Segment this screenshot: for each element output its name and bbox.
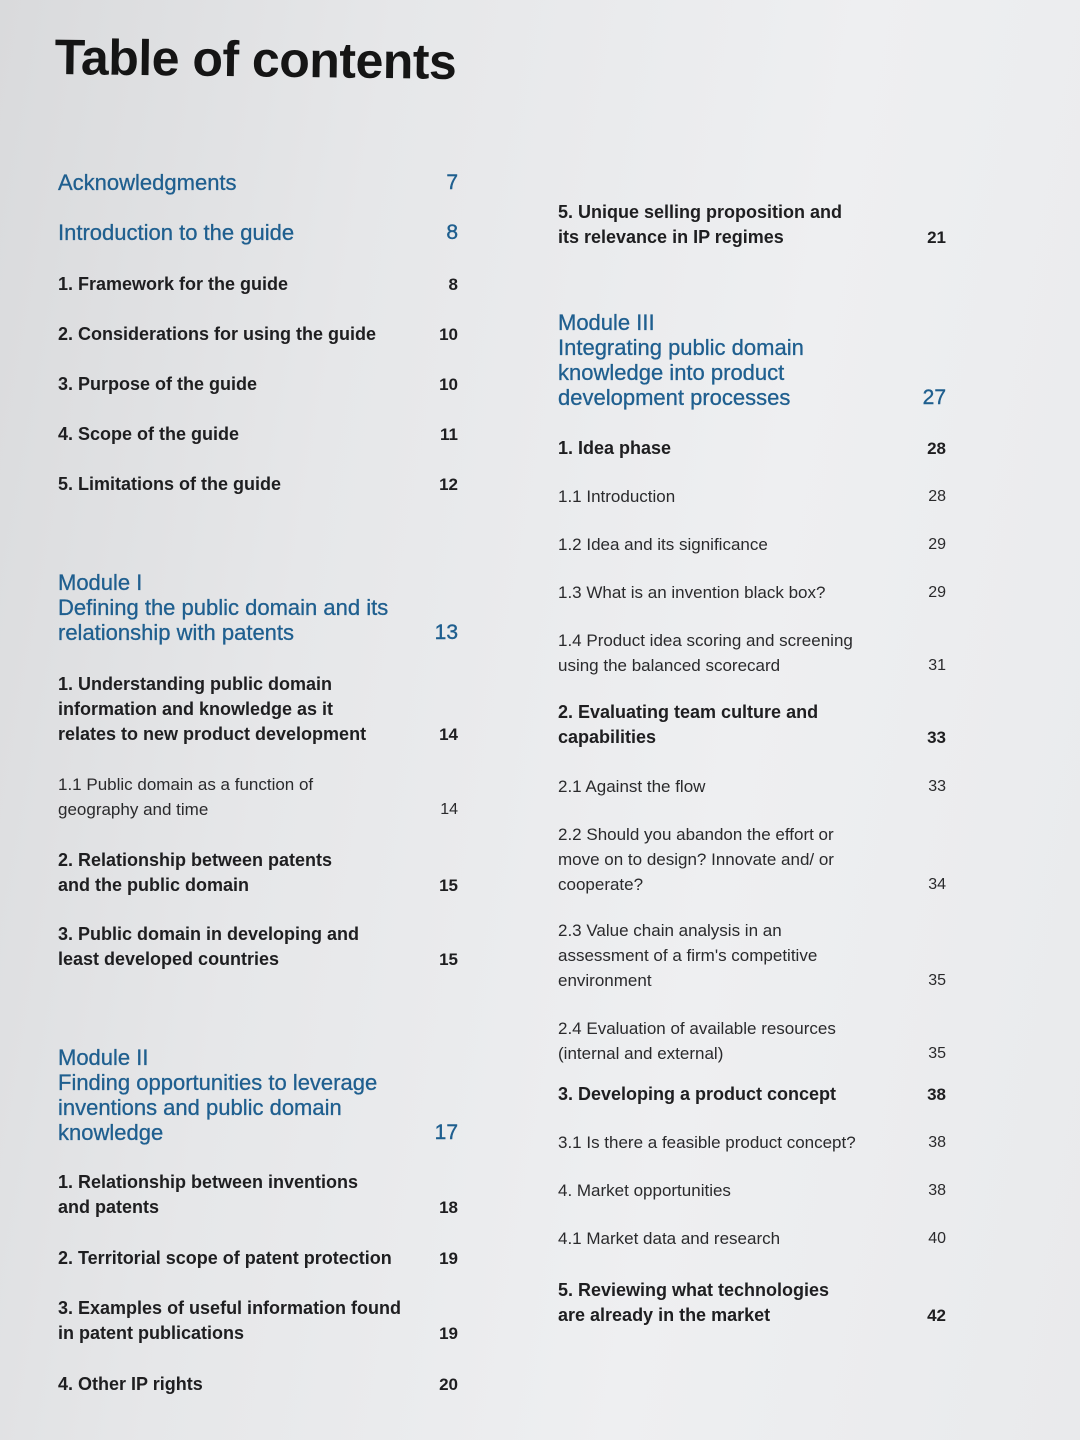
toc-entry-page-number: 19	[439, 1324, 458, 1343]
toc-entry-4-scope-of-the-guide	[58, 422, 458, 447]
toc-entry-2-1-against-the-flow	[558, 774, 946, 799]
toc-entry-2-2-should-you-abandon-the-effort-or-mov	[558, 822, 946, 897]
toc-entry-label: 1.3 What is an invention black box?	[558, 583, 826, 602]
toc-entry-acknowledgments	[58, 170, 458, 195]
toc-entry-page-number: 29	[928, 584, 946, 601]
toc-entry-1-1-introduction	[558, 484, 946, 509]
toc-entry-page-number: 19	[439, 1249, 458, 1268]
toc-entry-label: 1.4 Product idea scoring and screening using the balanced scorecard	[558, 631, 853, 675]
toc-entry-2-evaluating-team-culture-and-capabiliti	[558, 700, 946, 750]
toc-entry-page-number: 14	[440, 801, 458, 818]
toc-entry-page-number: 33	[927, 728, 946, 747]
toc-entry-page-number: 11	[440, 425, 458, 444]
toc-entry-label: 2. Territorial scope of patent protection	[58, 1248, 392, 1268]
toc-entry-page-number: 7	[446, 171, 458, 194]
toc-entry-page-number: 20	[439, 1375, 458, 1394]
toc-entry-label: 3. Public domain in developing and least developed countries	[58, 924, 360, 969]
toc-entry-label: 3. Purpose of the guide	[58, 374, 258, 394]
toc-entry-page-number: 10	[439, 375, 458, 394]
toc-entry-page-number: 31	[928, 657, 946, 674]
toc-entry-3-1-is-there-a-feasible-product-concept	[558, 1130, 946, 1155]
toc-entry-label: 4. Scope of the guide	[58, 424, 240, 444]
toc-entry-page-number: 15	[439, 876, 458, 895]
toc-entry-page-number: 38	[927, 1085, 946, 1104]
toc-entry-label: Module III Integrating public domain knowledge into product development processes	[558, 310, 804, 410]
toc-entry-introduction-to-the-guide	[58, 220, 458, 245]
toc-entry-page-number: 10	[439, 325, 458, 344]
toc-entry-page-number: 18	[439, 1198, 458, 1217]
toc-entry-3-examples-of-useful-information-found-i	[58, 1296, 458, 1346]
toc-entry-label: 5. Unique selling proposition and its relevance in IP regimes	[558, 202, 843, 247]
toc-entry-page-number: 28	[927, 439, 946, 458]
toc-entry-label: 3. Developing a product concept	[558, 1084, 837, 1104]
toc-entry-label: Module I Defining the public domain and its relationship with patents	[58, 570, 389, 645]
toc-entry-label: Introduction to the guide	[58, 220, 295, 245]
toc-entry-3-public-domain-in-developing-and-least-	[58, 922, 458, 972]
page-title: Table of contents	[54, 28, 457, 90]
toc-entry-3-purpose-of-the-guide	[58, 372, 458, 397]
toc-entry-4-other-ip-rights	[58, 1372, 458, 1397]
toc-entry-label: 3. Examples of useful information found in patent publications	[58, 1298, 402, 1343]
toc-entry-module-ii	[58, 1045, 458, 1145]
toc-entry-page-number: 29	[928, 536, 946, 553]
toc-entry-label: Acknowledgments	[58, 170, 237, 195]
toc-entry-1-understanding-public-domain-informatio	[58, 672, 458, 747]
toc-entry-label: Module II Finding opportunities to leverage inventions and public domain knowledge	[58, 1045, 378, 1145]
toc-entry-5-reviewing-what-technologies-are-alread	[558, 1278, 946, 1328]
toc-entry-page-number: 28	[928, 488, 946, 505]
toc-entry-label: 1. Framework for the guide	[58, 274, 289, 294]
toc-entry-label: 3.1 Is there a feasible product concept?	[558, 1133, 856, 1152]
toc-entry-1-relationship-between-inventions-and-pa	[58, 1170, 458, 1220]
toc-entry-4-market-opportunities	[558, 1178, 946, 1203]
toc-entry-page-number: 38	[928, 1134, 946, 1151]
toc-entry-label: 1. Idea phase	[558, 438, 672, 458]
toc-entry-label: 4. Market opportunities	[558, 1181, 731, 1200]
toc-entry-label: 5. Limitations of the guide	[58, 474, 282, 494]
toc-entry-label: 2. Considerations for using the guide	[58, 324, 377, 344]
toc-entry-page-number: 33	[928, 778, 946, 795]
toc-entry-label: 2.4 Evaluation of available resources (internal and external)	[558, 1019, 836, 1063]
toc-entry-label: 2. Relationship between patents and the public domain	[58, 850, 333, 895]
toc-entry-label: 4. Other IP rights	[58, 1374, 203, 1394]
toc-entry-label: 5. Reviewing what technologies are already in the market	[558, 1280, 830, 1325]
toc-entry-page-number: 38	[928, 1182, 946, 1199]
toc-entry-page-number: 40	[928, 1230, 946, 1247]
toc-entry-page-number: 27	[922, 386, 946, 409]
toc-entry-page-number: 14	[439, 725, 458, 744]
toc-entry-2-relationship-between-patents-and-the-p	[58, 848, 458, 898]
toc-entry-label: 1. Understanding public domain information and knowledge as it relates to new product development	[58, 674, 367, 744]
toc-entry-5-unique-selling-proposition-and-its-rel	[558, 200, 946, 250]
toc-entry-label: 2.3 Value chain analysis in an assessment of a firm's competitive environment	[558, 921, 818, 990]
toc-entry-page-number: 8	[446, 221, 458, 244]
toc-entry-module-iii	[558, 310, 946, 410]
toc-entry-label: 1.2 Idea and its significance	[558, 535, 768, 554]
toc-entry-page-number: 35	[928, 1045, 946, 1062]
toc-entry-1-idea-phase	[558, 436, 946, 461]
toc-entry-page-number: 35	[928, 972, 946, 989]
toc-entry-5-limitations-of-the-guide	[58, 472, 458, 497]
toc-entry-label: 1. Relationship between inventions and patents	[58, 1172, 359, 1217]
toc-entry-2-3-value-chain-analysis-in-an-assessmen	[558, 918, 946, 993]
toc-entry-2-territorial-scope-of-patent-protection	[58, 1246, 458, 1271]
toc-entry-1-framework-for-the-guide	[58, 272, 458, 297]
toc-entry-page-number: 21	[927, 228, 946, 247]
toc-entry-label: 2.1 Against the flow	[558, 777, 706, 796]
toc-entry-page-number: 13	[434, 621, 458, 644]
toc-entry-page-number: 42	[927, 1306, 946, 1325]
toc-entry-1-2-idea-and-its-significance	[558, 532, 946, 557]
toc-entry-page-number: 8	[448, 275, 458, 294]
toc-entry-1-1-public-domain-as-a-function-of-geogr	[58, 772, 458, 822]
toc-entry-label: 2. Evaluating team culture and capabilities	[558, 702, 819, 747]
toc-entry-page-number: 12	[439, 475, 458, 494]
toc-entry-page-number: 15	[439, 950, 458, 969]
toc-entry-label: 4.1 Market data and research	[558, 1229, 781, 1248]
toc-entry-3-developing-a-product-concept	[558, 1082, 946, 1107]
toc-entry-4-1-market-data-and-research	[558, 1226, 946, 1251]
toc-entry-label: 2.2 Should you abandon the effort or move on to design? Innovate and/ or cooperate?	[558, 825, 834, 894]
toc-entry-module-i	[58, 570, 458, 645]
toc-entry-1-4-product-idea-scoring-and-screening-u	[558, 628, 946, 678]
toc-entry-page-number: 17	[434, 1121, 458, 1144]
toc-entry-2-considerations-for-using-the-guide	[58, 322, 458, 347]
toc-entry-label: 1.1 Public domain as a function of geography and time	[58, 775, 314, 819]
toc-entry-page-number: 34	[928, 876, 946, 893]
toc-entry-2-4-evaluation-of-available-resources-in	[558, 1016, 946, 1066]
toc-entry-label: 1.1 Introduction	[558, 487, 676, 506]
toc-entry-1-3-what-is-an-invention-black-box	[558, 580, 946, 605]
